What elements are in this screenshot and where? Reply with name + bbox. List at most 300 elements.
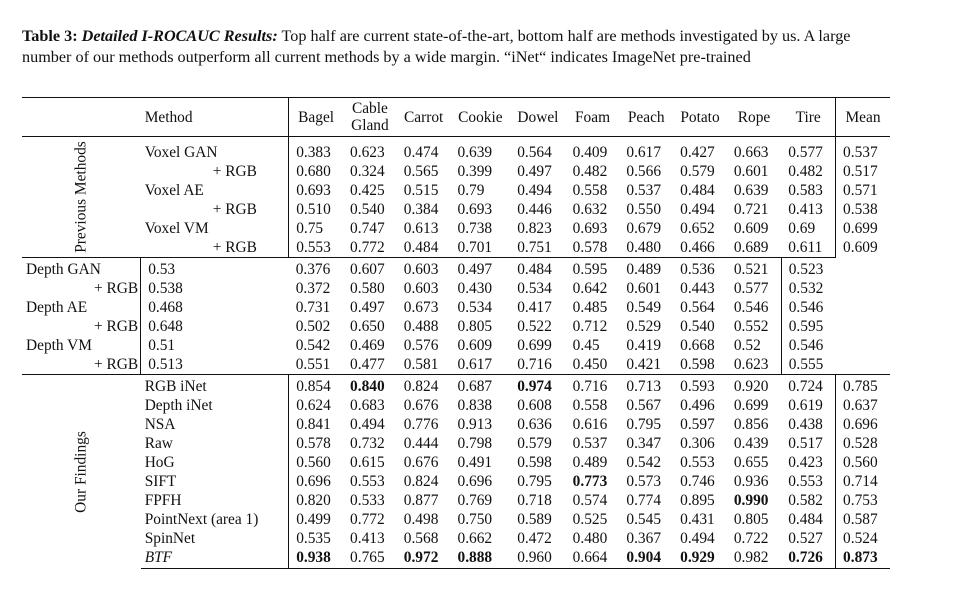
value-cell: 0.488 [403, 318, 439, 335]
value-cell: 0.805 [733, 511, 769, 528]
value-cell: 0.564 [517, 144, 552, 161]
method-name: + RGB [212, 201, 257, 218]
value-cell: 0.545 [626, 511, 662, 528]
value-cell: 0.722 [733, 530, 769, 547]
value-cell: 0.489 [572, 454, 608, 471]
header-peach: Peach [627, 108, 665, 126]
value-cell: 0.683 [350, 397, 385, 414]
value-cell: 0.524 [836, 529, 890, 548]
table-row [22, 355, 890, 375]
value-cell: 0.608 [517, 397, 552, 414]
value-cell: 0.938 [289, 548, 343, 569]
value-cell: 0.619 [788, 397, 823, 414]
value-cell: 0.603 [403, 280, 439, 297]
value-cell: 0.693 [289, 181, 343, 200]
group-label-cell [22, 137, 141, 258]
value-cell: 0.510 [289, 200, 343, 219]
value-cell: 0.480 [572, 530, 608, 547]
value-cell: 0.613 [403, 220, 439, 237]
results-table [22, 97, 890, 569]
value-cell: 0.51 [141, 336, 289, 355]
method-name: + RGB [212, 239, 257, 256]
table-row [22, 491, 890, 510]
value-cell: 0.750 [457, 511, 493, 528]
value-cell: 0.469 [350, 337, 385, 354]
value-cell: 0.960 [510, 548, 565, 569]
value-cell: 0.472 [517, 530, 552, 547]
value-cell: 0.639 [457, 144, 493, 161]
group-label-cell [22, 375, 141, 569]
value-cell: 0.578 [289, 434, 343, 453]
value-cell: 0.533 [350, 492, 385, 509]
table-section [22, 137, 890, 258]
value-cell: 0.595 [781, 317, 835, 336]
value-cell: 0.564 [680, 299, 715, 316]
value-cell: 0.535 [289, 529, 343, 548]
method-name: SIFT [144, 473, 177, 490]
value-cell: 0.489 [619, 258, 673, 280]
value-cell: 0.589 [517, 511, 552, 528]
value-cell: 0.712 [572, 318, 608, 335]
value-cell: 0.423 [788, 454, 823, 471]
table-row [22, 375, 890, 397]
value-cell: 0.805 [457, 318, 493, 335]
value-cell: 0.623 [733, 356, 769, 373]
value-cell: 0.580 [350, 280, 385, 297]
value-cell: 0.567 [626, 397, 662, 414]
value-cell: 0.578 [572, 239, 608, 256]
value-cell: 0.716 [566, 375, 620, 397]
value-cell: 0.609 [836, 238, 890, 258]
value-cell: 0.549 [626, 299, 662, 316]
value-cell: 0.693 [572, 220, 608, 237]
value-cell: 0.565 [403, 163, 439, 180]
table-row [22, 434, 890, 453]
value-cell: 0.367 [626, 530, 662, 547]
table-caption [22, 26, 902, 68]
caption-lead: Table 3: [22, 27, 78, 45]
value-cell: 0.663 [733, 144, 769, 161]
table-section [22, 258, 890, 375]
value-cell: 0.466 [680, 239, 715, 256]
value-cell: 0.513 [141, 355, 289, 375]
value-cell: 0.668 [680, 337, 715, 354]
method-name: Depth AE [26, 299, 88, 316]
value-cell: 0.904 [619, 548, 673, 569]
value-cell: 0.699 [733, 397, 769, 414]
value-cell: 0.603 [397, 258, 451, 280]
value-cell: 0.696 [836, 415, 890, 434]
value-cell: 0.494 [350, 416, 385, 433]
header-gland: Gland [351, 117, 389, 134]
value-cell: 0.537 [572, 435, 608, 452]
value-cell: 0.497 [517, 163, 552, 180]
value-cell: 0.413 [350, 530, 385, 547]
value-cell: 0.560 [836, 453, 890, 472]
caption-title: Detailed I-ROCAUC Results: [81, 27, 278, 45]
value-cell: 0.431 [680, 511, 715, 528]
value-cell: 0.573 [626, 473, 662, 490]
value-cell: 0.553 [350, 473, 385, 490]
value-cell: 0.577 [788, 144, 823, 161]
table-row [22, 298, 890, 317]
value-cell: 0.574 [572, 492, 608, 509]
value-cell: 0.69 [788, 220, 816, 237]
value-cell: 0.699 [517, 337, 552, 354]
header-spacer [22, 98, 141, 137]
value-cell: 0.306 [680, 435, 715, 452]
value-cell: 0.485 [572, 299, 608, 316]
value-cell: 0.972 [397, 548, 451, 569]
value-cell: 0.427 [680, 144, 715, 161]
header-rope: Rope [737, 108, 771, 126]
value-cell: 0.824 [397, 375, 451, 397]
value-cell: 0.652 [680, 220, 715, 237]
value-cell: 0.538 [141, 279, 289, 298]
value-cell: 0.560 [289, 453, 343, 472]
value-cell: 0.856 [733, 416, 769, 433]
value-cell: 0.696 [457, 473, 493, 490]
table-row [22, 219, 890, 238]
value-cell: 0.558 [572, 182, 608, 199]
group-label: Our Findings [72, 430, 90, 513]
value-cell: 0.534 [457, 299, 493, 316]
value-cell: 0.772 [350, 239, 385, 256]
value-cell: 0.546 [733, 299, 769, 316]
value-cell: 0.477 [350, 356, 385, 373]
table-row [22, 258, 890, 280]
value-cell: 0.468 [141, 298, 289, 317]
value-cell: 0.929 [673, 548, 727, 569]
value-cell: 0.689 [733, 239, 769, 256]
header-row [22, 98, 890, 137]
header-carrot: Carrot [403, 108, 444, 126]
value-cell: 0.673 [403, 299, 439, 316]
value-cell: 0.607 [343, 258, 397, 280]
value-cell: 0.384 [403, 201, 439, 218]
value-cell: 0.542 [626, 454, 662, 471]
value-cell: 0.701 [457, 239, 493, 256]
value-cell: 0.601 [626, 280, 662, 297]
value-cell: 0.687 [451, 375, 511, 397]
value-cell: 0.726 [781, 548, 835, 569]
value-cell: 0.430 [457, 280, 493, 297]
header-dowel: Dowel [517, 108, 559, 126]
value-cell: 0.920 [727, 375, 781, 397]
value-cell: 0.732 [350, 435, 385, 452]
value-cell: 0.765 [343, 548, 397, 569]
value-cell: 0.521 [727, 258, 781, 280]
value-cell: 0.679 [626, 220, 662, 237]
value-cell: 0.551 [295, 356, 331, 373]
method-name: Voxel AE [144, 182, 204, 199]
value-cell: 0.491 [457, 454, 493, 471]
value-cell: 0.974 [510, 375, 565, 397]
method-name: SpinNet [144, 530, 196, 547]
value-cell: 0.662 [457, 530, 493, 547]
value-cell: 0.517 [788, 435, 823, 452]
value-cell: 0.823 [517, 220, 552, 237]
value-cell: 0.474 [403, 144, 439, 161]
method-name: Depth GAN [22, 258, 141, 280]
value-cell: 0.593 [673, 375, 727, 397]
value-cell: 0.538 [836, 200, 890, 219]
method-name: FPFH [144, 492, 182, 509]
table-row [22, 510, 890, 529]
value-cell: 0.324 [350, 163, 385, 180]
value-cell: 0.372 [295, 280, 331, 297]
value-cell: 0.598 [680, 356, 715, 373]
value-cell: 0.494 [680, 530, 715, 547]
value-cell: 0.446 [517, 201, 552, 218]
value-cell: 0.421 [626, 356, 662, 373]
value-cell: 0.568 [403, 530, 439, 547]
value-cell: 0.936 [733, 473, 769, 490]
value-cell: 0.498 [403, 511, 439, 528]
value-cell: 0.795 [517, 473, 552, 490]
value-cell: 0.632 [572, 201, 608, 218]
value-cell: 0.601 [733, 163, 769, 180]
method-name: Depth iNet [144, 397, 213, 414]
value-cell: 0.841 [289, 415, 343, 434]
method-name: + RGB [212, 163, 257, 180]
value-cell: 0.617 [457, 356, 493, 373]
value-cell: 0.990 [733, 492, 769, 509]
value-cell: 0.515 [403, 182, 439, 199]
header-foam: Foam [574, 108, 611, 126]
value-cell: 0.724 [781, 375, 835, 397]
table-row [22, 238, 890, 258]
value-cell: 0.609 [733, 220, 769, 237]
value-cell: 0.598 [517, 454, 552, 471]
value-cell: 0.497 [451, 258, 511, 280]
value-cell: 0.444 [403, 435, 439, 452]
value-cell: 0.769 [457, 492, 493, 509]
value-cell: 0.79 [457, 182, 485, 199]
value-cell: 0.616 [572, 416, 608, 433]
method-name: + RGB [94, 356, 139, 373]
value-cell: 0.718 [517, 492, 552, 509]
value-cell: 0.383 [289, 137, 343, 163]
value-cell: 0.624 [289, 396, 343, 415]
value-cell: 0.721 [733, 201, 769, 218]
value-cell: 0.615 [350, 454, 385, 471]
value-cell: 0.527 [788, 530, 823, 547]
value-cell: 0.419 [626, 337, 662, 354]
value-cell: 0.611 [788, 239, 823, 256]
header-bagel: Bagel [289, 98, 343, 137]
table-row [22, 415, 890, 434]
value-cell: 0.542 [295, 337, 331, 354]
table-row [22, 336, 890, 355]
value-cell: 0.747 [350, 220, 385, 237]
value-cell: 0.571 [836, 181, 890, 200]
value-cell: 0.45 [572, 337, 600, 354]
value-cell: 0.537 [626, 182, 662, 199]
value-cell: 0.409 [572, 144, 608, 161]
table-row [22, 548, 890, 569]
value-cell: 0.576 [403, 337, 439, 354]
value-cell: 0.553 [680, 454, 715, 471]
method-name: HoG [144, 454, 175, 471]
value-cell: 0.731 [295, 299, 331, 316]
value-cell: 0.648 [141, 317, 289, 336]
value-cell: 0.534 [517, 280, 552, 297]
value-cell: 0.595 [566, 258, 620, 280]
value-cell: 0.636 [517, 416, 552, 433]
value-cell: 0.537 [836, 137, 890, 163]
value-cell: 0.579 [680, 163, 715, 180]
value-cell: 0.854 [289, 375, 343, 397]
method-name: Voxel VM [144, 220, 209, 237]
value-cell: 0.840 [343, 375, 397, 397]
value-cell: 0.650 [350, 318, 385, 335]
method-name: Raw [144, 435, 173, 452]
value-cell: 0.888 [451, 548, 511, 569]
value-cell: 0.582 [788, 492, 823, 509]
value-cell: 0.676 [403, 397, 439, 414]
table-row [22, 529, 890, 548]
value-cell: 0.484 [680, 182, 715, 199]
value-cell: 0.838 [457, 397, 493, 414]
value-cell: 0.540 [350, 201, 385, 218]
value-cell: 0.693 [457, 201, 493, 218]
value-cell: 0.577 [733, 280, 769, 297]
header-cookie: Cookie [458, 108, 503, 126]
value-cell: 0.413 [788, 201, 823, 218]
value-cell: 0.546 [781, 298, 835, 317]
value-cell: 0.774 [626, 492, 662, 509]
value-cell: 0.746 [680, 473, 715, 490]
value-cell: 0.438 [788, 416, 823, 433]
value-cell: 0.639 [733, 182, 769, 199]
value-cell: 0.873 [836, 548, 890, 569]
value-cell: 0.522 [517, 318, 552, 335]
value-cell: 0.738 [457, 220, 493, 237]
value-cell: 0.716 [517, 356, 552, 373]
value-cell: 0.583 [788, 182, 823, 199]
value-cell: 0.795 [626, 416, 662, 433]
value-cell: 0.529 [626, 318, 662, 335]
value-cell: 0.443 [680, 280, 715, 297]
value-cell: 0.528 [836, 434, 890, 453]
method-name: PointNext (area 1) [144, 511, 259, 528]
value-cell: 0.497 [350, 299, 385, 316]
value-cell: 0.417 [517, 299, 552, 316]
value-cell: 0.52 [733, 337, 761, 354]
value-cell: 0.555 [781, 355, 835, 375]
table-row [22, 137, 890, 163]
value-cell: 0.714 [836, 472, 890, 491]
method-name: BTF [141, 548, 289, 569]
header-mean: Mean [836, 98, 890, 137]
value-cell: 0.587 [836, 510, 890, 529]
table-row [22, 200, 890, 219]
table-row [22, 396, 890, 415]
method-name: + RGB [94, 318, 139, 335]
method-name: Depth VM [26, 337, 92, 354]
header-tire: Tire [795, 108, 821, 126]
value-cell: 0.347 [626, 435, 662, 452]
value-cell: 0.482 [572, 163, 608, 180]
value-cell: 0.579 [517, 435, 552, 452]
value-cell: 0.824 [403, 473, 439, 490]
value-cell: 0.785 [836, 375, 890, 397]
value-cell: 0.540 [680, 318, 715, 335]
method-name: Voxel GAN [144, 144, 218, 161]
value-cell: 0.439 [733, 435, 769, 452]
value-cell: 0.552 [733, 318, 769, 335]
value-cell: 0.820 [289, 491, 343, 510]
value-cell: 0.773 [572, 473, 608, 490]
value-cell: 0.480 [626, 239, 662, 256]
value-cell: 0.376 [289, 258, 343, 280]
header-method: Method [144, 108, 193, 126]
value-cell: 0.655 [733, 454, 769, 471]
value-cell: 0.680 [289, 162, 343, 181]
value-cell: 0.597 [680, 416, 715, 433]
value-cell: 0.637 [836, 396, 890, 415]
value-cell: 0.913 [457, 416, 493, 433]
value-cell: 0.499 [289, 510, 343, 529]
value-cell: 0.546 [781, 336, 835, 355]
value-cell: 0.53 [141, 258, 289, 280]
header-cable: Cable [351, 100, 388, 117]
value-cell: 0.566 [626, 163, 662, 180]
value-cell: 0.532 [781, 279, 835, 298]
header-cable-gland [343, 98, 397, 137]
value-cell: 0.425 [350, 182, 385, 199]
table-row [22, 472, 890, 491]
value-cell: 0.484 [788, 511, 823, 528]
value-cell: 0.75 [289, 219, 343, 238]
value-cell: 0.798 [457, 435, 493, 452]
value-cell: 0.895 [680, 492, 715, 509]
caption-body: Top half are current state-of-the-art, bottom half are methods investigated by us. A large number of our methods outperform all current methods by a wide margin. “iNet“ indicates ImageNet pre-trained [22, 27, 851, 66]
value-cell: 0.536 [673, 258, 727, 280]
header-potato: Potato [680, 108, 720, 126]
value-cell: 0.713 [619, 375, 673, 397]
table-row [22, 162, 890, 181]
value-cell: 0.751 [517, 239, 552, 256]
value-cell: 0.776 [403, 416, 439, 433]
value-cell: 0.699 [836, 219, 890, 238]
value-cell: 0.609 [457, 337, 493, 354]
method-name: + RGB [94, 280, 139, 297]
table-row [22, 181, 890, 200]
value-cell: 0.502 [295, 318, 331, 335]
value-cell: 0.450 [572, 356, 608, 373]
value-cell: 0.772 [350, 511, 385, 528]
value-cell: 0.623 [350, 144, 385, 161]
value-cell: 0.482 [788, 163, 823, 180]
value-cell: 0.550 [626, 201, 662, 218]
value-cell: 0.617 [626, 144, 662, 161]
value-cell: 0.496 [680, 397, 715, 414]
group-label: Previous Methods [72, 141, 90, 253]
value-cell: 0.696 [289, 472, 343, 491]
value-cell: 0.553 [289, 238, 343, 258]
value-cell: 0.581 [403, 356, 439, 373]
value-cell: 0.523 [781, 258, 835, 280]
value-cell: 0.517 [836, 162, 890, 181]
value-cell: 0.484 [403, 239, 439, 256]
value-cell: 0.484 [510, 258, 565, 280]
value-cell: 0.676 [403, 454, 439, 471]
value-cell: 0.753 [836, 491, 890, 510]
table-section [22, 375, 890, 569]
value-cell: 0.664 [566, 548, 620, 569]
